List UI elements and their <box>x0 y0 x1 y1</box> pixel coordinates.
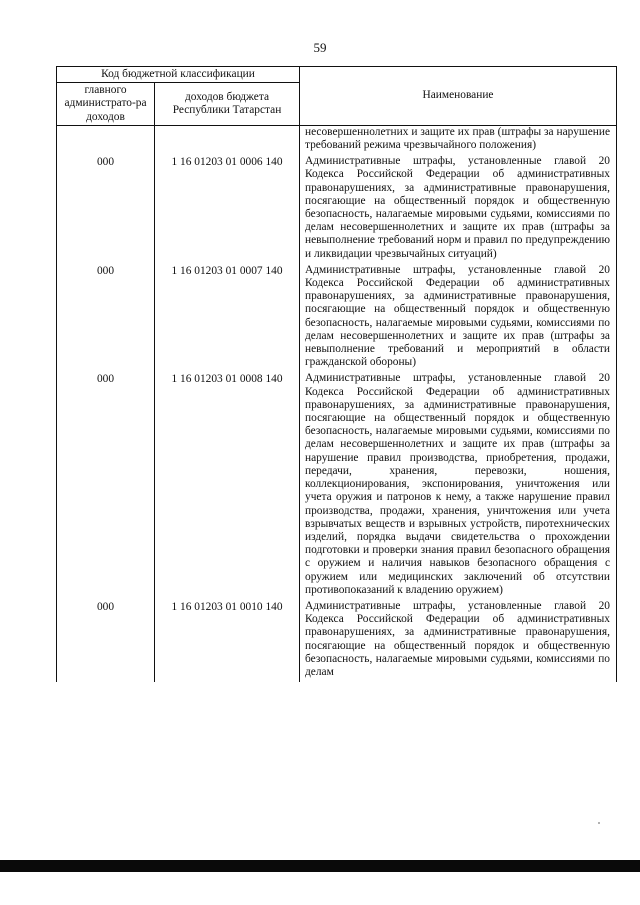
header-chief-administrator: главного администрато-ра доходов <box>57 83 155 126</box>
page-number: 59 <box>313 40 327 55</box>
income-code-cell <box>155 125 300 155</box>
description-cell: несовершеннолетних и защите их прав (штрафы за нарушение требований режима чрезвычайного положения) <box>300 125 617 155</box>
admin-code-cell: 000 <box>57 600 155 682</box>
header-budget-classification-code: Код бюджетной классификации <box>57 67 300 83</box>
header-budget-income: доходов бюджета Республики Татарстан <box>155 83 300 126</box>
header-name: Наименование <box>300 67 617 126</box>
description-cell: Административные штрафы, установленные главой 20 Кодекса Российской Федерации об административных правонарушениях, за административные правонарушения, посягающие на общественный порядок и общественную безопасность, налагаемые мировыми судьями, комиссиями по делам <box>300 600 617 682</box>
table-header <box>57 67 617 126</box>
description-cell: Административные штрафы, установленные главой 20 Кодекса Российской Федерации об административных правонарушениях, за административные правонарушения, посягающие на общественный порядок и общественную безопасность, налагаемые мировыми судьями, комиссиями по делам несовершеннолетних и защите их прав (штрафы за нарушение правил производства, приобретения, продажи, передачи, хранения, перевозки, ношения, коллекционирования, экспонирования, уничтожения или учета оружия и патронов к нему, а также нарушение правил производства, продажи, хранения, уничтожения или учета взрывчатых веществ и взрывных устройств, пиротехнических изделий, порядка выдачи свидетельства о прохождении подготовки и проверки знания правил безопасного обращения с оружием и наличия навыков безопасного обращения с оружием или медицинских заключений об отсутствии противопоказаний к владению оружием) <box>300 372 617 599</box>
table-row <box>57 125 617 155</box>
admin-code-cell: 000 <box>57 372 155 599</box>
admin-code-cell <box>57 125 155 155</box>
admin-code-cell: 000 <box>57 155 155 264</box>
table-row <box>57 264 617 373</box>
admin-code-cell: 000 <box>57 264 155 373</box>
scan-border-bar <box>0 860 640 872</box>
budget-classification-table <box>56 66 617 682</box>
income-code-cell: 1 16 01203 01 0008 140 <box>155 372 300 599</box>
description-cell: Административные штрафы, установленные главой 20 Кодекса Российской Федерации об административных правонарушениях, за административные правонарушения, посягающие на общественный порядок и общественную безопасность, налагаемые мировыми судьями, комиссиями по делам несовершеннолетних и защите их прав (штрафы за невыполнение требований и мероприятий в области гражданской обороны) <box>300 264 617 373</box>
table-row <box>57 600 617 682</box>
income-code-cell: 1 16 01203 01 0007 140 <box>155 264 300 373</box>
scan-speck <box>598 822 600 824</box>
income-code-cell: 1 16 01203 01 0010 140 <box>155 600 300 682</box>
table-row <box>57 155 617 264</box>
description-cell: Административные штрафы, установленные главой 20 Кодекса Российской Федерации об административных правонарушениях, за административные правонарушения, посягающие на общественный порядок и общественную безопасность, налагаемые мировыми судьями, комиссиями по делам несовершеннолетних и защите их прав (штрафы за невыполнение требований норм и правил по предупреждению и ликвидации чрезвычайных ситуаций) <box>300 155 617 264</box>
income-code-cell: 1 16 01203 01 0006 140 <box>155 155 300 264</box>
table-row <box>57 372 617 599</box>
